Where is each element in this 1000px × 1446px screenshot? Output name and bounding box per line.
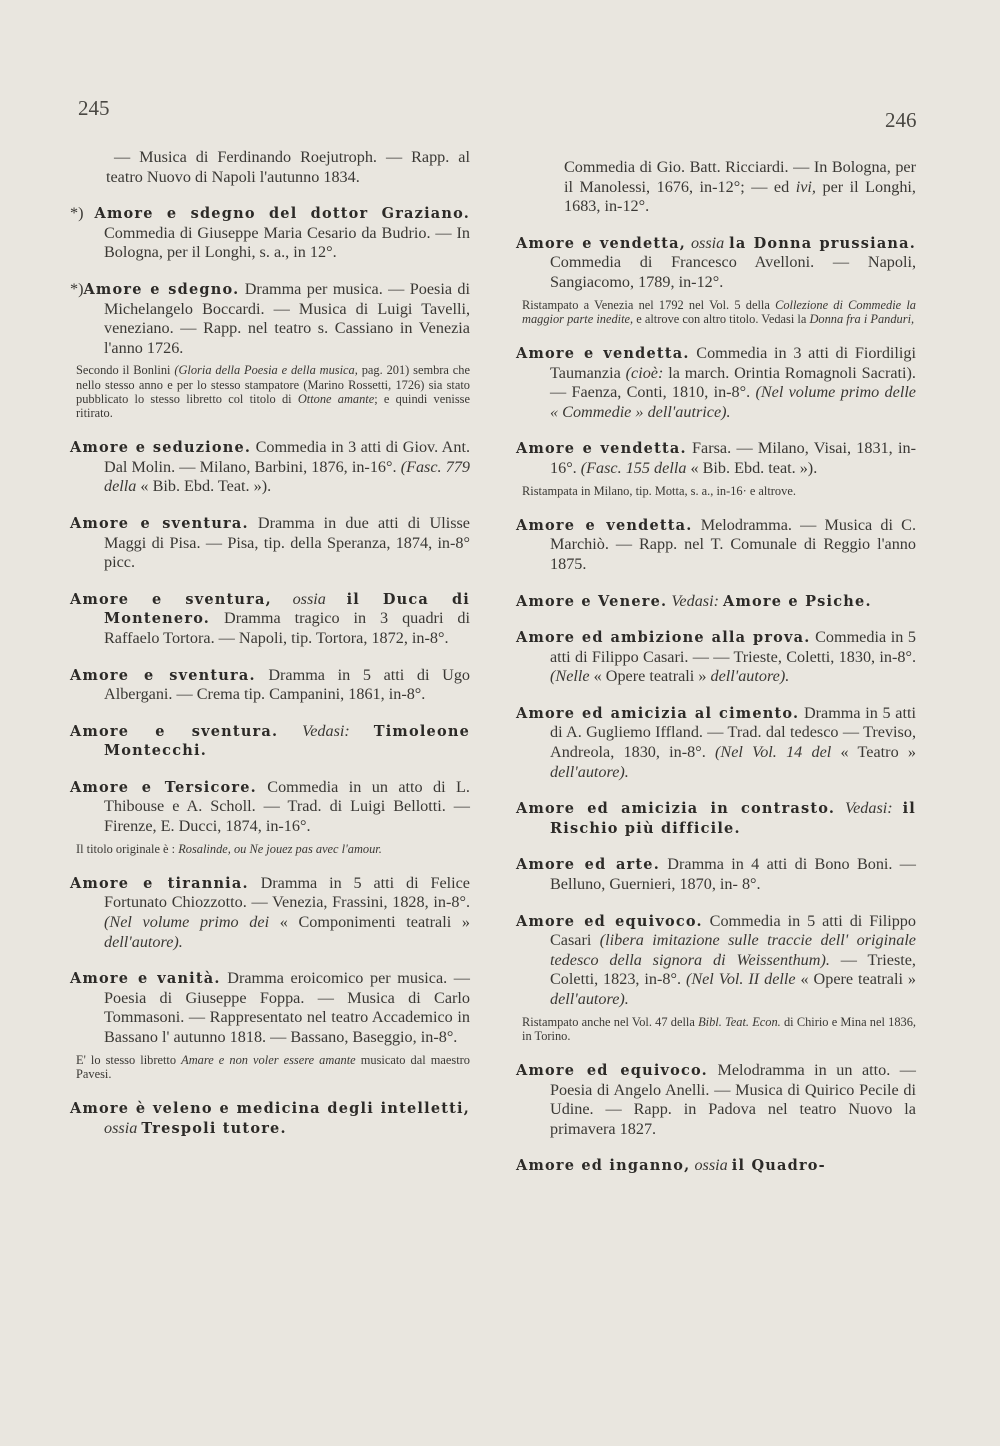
entry: Amore e vendetta. Commedia in 3 atti di Fiordiligi Taumanzia (cioè: la march. Orintia Romagnoli Sacrati). — Faenza, Conti, 1810, in-8°. (Nel volume primo delle « Commedie » dell'autrice). bbox=[516, 343, 916, 421]
entry-continuation: — Musica di Ferdinando Roejutroph. — Rapp. al teatro Nuovo di Napoli l'autunno 1834. bbox=[106, 148, 470, 186]
entry-heading: Amore ed equivoco. bbox=[516, 1062, 708, 1080]
entry-heading: Amore è veleno e medicina degli intelletti, bbox=[70, 1100, 470, 1118]
entry: Amore e seduzione. Commedia in 3 atti di Giov. Ant. Dal Molin. — Milano, Barbini, 1876, in-16°. (Fasc. 779 della « Bib. Ebd. Teat. »). bbox=[70, 438, 471, 496]
entry-heading: Amore e Tersicore. bbox=[70, 778, 257, 796]
entry-heading: Amore e tirannia. bbox=[70, 874, 249, 892]
entry: Amore e vendetta. Melodramma. — Musica di C. Marchiò. — Rapp. nel T. Comunale di Reggio l'anno 1875. bbox=[516, 515, 916, 573]
entry-heading: Amore e seduzione. bbox=[70, 439, 252, 457]
entry-heading: Amore ed arte. bbox=[516, 856, 660, 874]
entry-heading: Trespoli tutore. bbox=[141, 1119, 287, 1137]
entry: Amore e sventura. Dramma in 5 atti di Ugo Albergani. — Crema tip. Campanini, 1861, in-8°. bbox=[70, 665, 471, 704]
entry: Amore ed arte. Dramma in 4 atti di Bono Boni. — Belluno, Guernieri, 1870, in- 8°. bbox=[516, 855, 916, 894]
entry-heading: Amore e vendetta. bbox=[516, 440, 687, 458]
entry-heading: Amore e sventura. bbox=[70, 722, 279, 740]
entry: Amore è veleno e medicina degli intelletti, ossia Trespoli tutore. bbox=[70, 1100, 470, 1137]
entry-heading: il Duca di Montenero. bbox=[104, 590, 470, 628]
entry: Amore e vendetta, ossia la Donna prussiana. Commedia di Francesco Avelloni. — Napoli, Sangiacomo, 1789, in-12°. bbox=[516, 233, 916, 291]
entry-heading: Amore ed amicizia in contrasto. bbox=[516, 800, 836, 818]
entry-note: Ristampato anche nel Vol. 47 della Bibl. Teat. Econ. di Chirio e Mina nel 1836, in Torino. bbox=[522, 1014, 917, 1043]
entry-note: Secondo il Bonlini (Gloria della Poesia e della musica, pag. 201) sembra che nello stesso anno e per lo stesso stampatore (Marino Rossetti, 1726) sia stato pubblicato lo stesso libretto col titolo di Ottone amante; e quindi venisse ritirato. bbox=[76, 363, 470, 420]
entry-heading: Timoleone Montecchi. bbox=[104, 722, 471, 760]
entry: Amore e tirannia. Dramma in 5 atti di Felice Fortunato Chiozzotto. — Venezia, Frassini, 1828, in-8°. (Nel volume primo dei « Componimenti teatrali » dell'autore). bbox=[70, 873, 470, 951]
entry-heading: Amore e Venere. bbox=[516, 592, 668, 610]
entry-heading: Amore ed equivoco. bbox=[516, 912, 703, 930]
entry-heading: Amore e sventura, bbox=[70, 590, 272, 608]
entry-heading: Amore ed ambizione alla prova. bbox=[516, 629, 811, 647]
entry: Amore ed equivoco. Commedia in 5 atti di Filippo Casari (libera imitazione sulle traccie dell' originale tedesco della signora di Weissenthum). — Trieste, Coletti, 1823, in-8°. (Nel Vol. II delle « Opere teatrali » dell'autore). bbox=[516, 911, 916, 1009]
entry-continuation: Commedia di Gio. Batt. Ricciardi. — In Bologna, per il Manolessi, 1676, in-12°; — ed ivi, per il Longhi, 1683, in-12°. bbox=[564, 158, 916, 216]
entry-heading: Amore e sdegno del dottor Graziano. bbox=[94, 205, 470, 223]
entry: *) Amore e sdegno del dottor Graziano. Commedia di Giuseppe Maria Cesario da Budrio. — In Bologna, per il Longhi, s. a., in 12°. bbox=[70, 204, 470, 262]
entry-heading: Amore e sventura. bbox=[70, 514, 249, 532]
entry: Amore e Tersicore. Commedia in un atto di L. Thibouse e A. Scholl. — Trad. di Luigi Bellotti. — Firenze, E. Ducci, 1874, in-16°. bbox=[70, 777, 470, 836]
entry: Amore ed amicizia al cimento. Dramma in 5 atti di A. Gugliemo Iffland. — Trad. dal tedesco — Treviso, Andreola, 1830, in-8°. (Nel Vol. 14 del « Teatro » dell'autore). bbox=[516, 703, 916, 781]
entry-heading: il Quadro- bbox=[731, 1157, 826, 1175]
right-column bbox=[516, 158, 916, 1193]
entry: Amore e vanità. Dramma eroicomico per musica. — Poesia di Giuseppe Foppa. — Musica di Carlo Tommasoni. — Rappresentato nel teatro Accademico in Bassano l' autunno 1818. — Bassano, Baseggio, in-8°. bbox=[70, 969, 470, 1047]
entry-note: Ristampata in Milano, tip. Motta, s. a., in-16· e altrove. bbox=[522, 483, 796, 498]
entry-heading: la Donna prussiana. bbox=[729, 234, 916, 252]
entry: Amore ed ambizione alla prova. Commedia in 5 atti di Filippo Casari. — — Trieste, Coletti, 1830, in-8°. (Nelle « Opere teatrali » dell'autore). bbox=[516, 628, 916, 686]
entry: Amore ed amicizia in contrasto. Vedasi: il Rischio più difficile. bbox=[516, 799, 916, 837]
entry: Amore e vendetta. Farsa. — Milano, Visai, 1831, in-16°. (Fasc. 155 della « Bib. Ebd. teat. »). bbox=[516, 439, 916, 477]
entry: Amore e sventura, ossia il Duca di Montenero. Dramma tragico in 3 quadri di Raffaelo Tortora. — Napoli, tip. Tortora, 1872, in-8°. bbox=[70, 589, 470, 647]
entry-note: Ristampato a Venezia nel 1792 nel Vol. 5 della Collezione di Commedie la maggior parte inedite, e altrove con altro titolo. Vedasi la Donna fra i Panduri, bbox=[522, 297, 916, 326]
entry-heading: il Rischio più difficile. bbox=[550, 800, 916, 837]
entry-heading: Amore e vanità. bbox=[70, 970, 221, 988]
entry: Amore ed equivoco. Melodramma in un atto. — Poesia di Angelo Anelli. — Musica di Quirico Pecile di Udine. — Rapp. in Padova nel teatro Nuovo la primavera 1827. bbox=[516, 1061, 916, 1138]
entry-heading: Amore e sdegno. bbox=[83, 280, 240, 298]
entry: Amore ed inganno, ossia il Quadro- bbox=[516, 1156, 826, 1175]
entry: Amore e sventura. Vedasi: Timoleone Montecchi. bbox=[70, 721, 471, 760]
entry: *)Amore e sdegno. Dramma per musica. — Poesia di Michelangelo Boccardi. — Musica di Luigi Tavelli, veneziano. — Rapp. nel teatro s. Cassiano in Venezia l'anno 1726. bbox=[70, 279, 470, 357]
entry: Amore e sventura. Dramma in due atti di Ulisse Maggi di Pisa. — Pisa, tip. della Speranza, 1874, in-8° picc. bbox=[70, 513, 470, 572]
page-number-right: 246 bbox=[885, 108, 917, 132]
left-column bbox=[70, 148, 470, 1155]
entry-heading: Amore e vendetta. bbox=[516, 344, 690, 362]
entry-heading: Amore e vendetta, bbox=[516, 234, 687, 252]
entry-heading: Amore ed inganno, bbox=[516, 1157, 691, 1175]
entry-note: Il titolo originale è : Rosalinde, ou Ne jouez pas avec l'amour. bbox=[76, 841, 382, 856]
entry-heading: Amore e sventura. bbox=[70, 666, 256, 684]
entry-note: E' lo stesso libretto Amare e non voler essere amante musicato dal maestro Pavesi. bbox=[76, 1052, 470, 1081]
entry-heading: Amore e vendetta. bbox=[516, 516, 693, 534]
entry: Amore e Venere. Vedasi: Amore e Psiche. bbox=[516, 591, 872, 610]
entry-heading: Amore ed amicizia al cimento. bbox=[516, 704, 800, 722]
page-number-left: 245 bbox=[78, 96, 110, 120]
entry-heading: Amore e Psiche. bbox=[723, 592, 872, 610]
